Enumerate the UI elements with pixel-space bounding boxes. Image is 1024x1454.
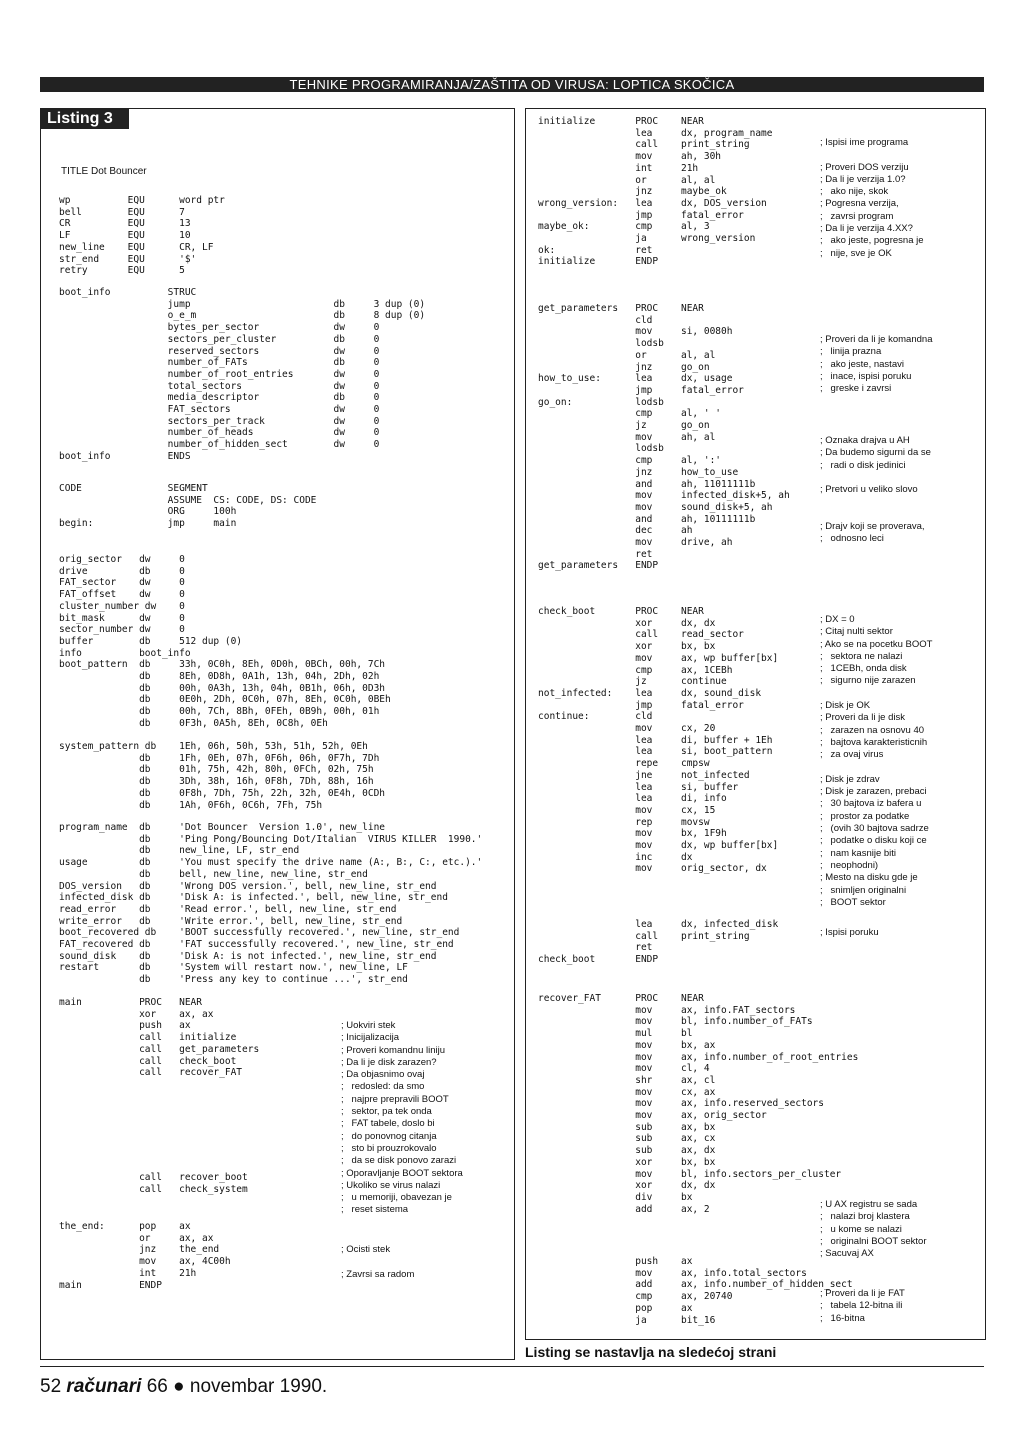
footer-divider	[40, 1366, 984, 1367]
code-segment-header: CODE SEGMENT ASSUME CS: CODE, DS: CODE ORG 100h begin: jmp main	[59, 483, 317, 530]
cluster-comments: ; U AX registru se sada ; nalazi broj klastera ; u kome se nalazi ; originalni BOOT sektor ; Sacuvaj AX	[820, 1199, 927, 1260]
equ-definitions: wp EQU word ptr bell EQU 7 CR EQU 13 LF EQU 10 new_line EQU CR, LF str_end EQU '$' retry EQU 5	[59, 195, 225, 277]
data-declarations: orig_sector dw 0 drive db 0 FAT_sector dw 0 FAT_offset dw 0 cluster_number dw 0 bit_mask dw 0 sector_number dw 0 buffer db 512 dup (0) info boot_info boot_pattern db 33h, 0C0h, 8Eh, 0D0h, 0BCh, 00h, 7Ch db 8Eh, 0D8h, 0A1h, 13h, 04h, 2Dh, 02h db 00h, 0A3h, 13h, 04h, 0B1h, 06h, 0D3h db 0E0h, 2Dh, 0C0h, 07h, 8Eh, 0C0h, 0BEh db 00h, 7Ch, 8Bh, 0FEh, 0B9h, 00h, 01h db 0F3h, 0A5h, 8Eh, 0C8h, 0Eh	[59, 554, 391, 729]
listing-label: Listing 3	[41, 109, 129, 129]
page-folio	[40, 1376, 327, 1398]
the-end-block: the_end: pop ax or ax, ax jnz the_end mov ax, 4C00h int 21h main ENDP	[59, 1221, 231, 1291]
bullet-icon: ●	[173, 1376, 185, 1397]
drive-comments: ; Oznaka drajva u AH ; Da budemo sigurni da se ; radi o disk jedinici ; Pretvori u veliko slovo ; Drajv koji se proverava, ; odnosno leci	[820, 435, 931, 545]
issue-number: 66	[146, 1376, 168, 1397]
system-pattern-data: system_pattern db 1Eh, 06h, 50h, 53h, 51h, 52h, 0Eh db 1Fh, 0Eh, 07h, 0F6h, 06h, 0F7h, 7Dh db 01h, 75h, 42h, 80h, 0FCh, 02h, 75h db 3Dh, 38h, 16h, 0F8h, 7Dh, 88h, 16h db 0F8h, 7Dh, 75h, 22h, 32h, 0E4h, 0CDh db 1Ah, 0F6h, 0C6h, 7Fh, 75h	[59, 741, 386, 811]
check-boot-end: lea dx, infected_disk call print_string ret check_boot ENDP	[538, 919, 779, 966]
main-comments: ; Uokviri stek ; Inicijalizacija ; Proveri komandnu liniju ; Da li je disk zarazen? ; Da objasnimo ovaj ; redosled: da smo ; najpre prepravili BOOT ; sektor, pa tek onda ; FAT tabele, doslo bi ; do ponovnog citanja ; sto bi prouzrokovalo ; da se disk ponovo zarazi ; Oporavljanje BOOT sektora ; Ukoliko se virus nalazi ; u memoriji, obavezan je ; reset sistema	[341, 1020, 463, 1216]
check-boot-proc: check_boot PROC NEAR xor dx, dx call read_sector xor bx, bx mov ax, wp buffer[bx] cmp ax, 1CEBh jz continue not_infected: lea dx, sound_disk jmp fatal_error continue: cld mov cx, 20 lea di, buffer + 1Eh lea si, boot_pattern repe cmpsw jne not_infected lea si, buffer lea di, info mov cx, 15 rep movsw mov bx, 1F9h mov dx, wp buffer[bx] inc dx mov orig_sector, dx	[538, 606, 779, 875]
boot-info-struct: boot_info STRUC jump db 3 dup (0) o_e_m db 8 dup (0) bytes_per_sector dw 0 sectors_per_cluster db 0 reserved_sectors dw 0 number_of_FATs db 0 number_of_root_entries dw 0 total_sectors dw 0 media_descriptor db 0 FAT_sectors dw 0 sectors_per_track dw 0 number_of_heads dw 0 number_of_hidden_sect dw 0 boot_info ENDS	[59, 287, 426, 462]
initialize-comments: ; Ispisi ime programa ; Proveri DOS verziju ; Da li je verzija 1.0? ; ako nije, skok ; Pogresna verzija, ; zavrsi program ; Da li je verzija 4.XX? ; ako jeste, pogresna je ; nije, sve je OK	[820, 137, 924, 259]
main-proc-calls: call recover_boot call check_system	[139, 1172, 248, 1195]
initialize-proc: initialize PROC NEAR lea dx, program_name call print_string mov ah, 30h int 21h or al, al jnz maybe_ok wrong_version: lea dx, DOS_version jmp fatal_error maybe_ok: cmp al, 3 ja wrong_version ok: ret initialize ENDP	[538, 116, 773, 268]
listing-right-column	[525, 108, 986, 1340]
magazine-name: računari	[66, 1376, 142, 1397]
check-boot-comments: ; DX = 0 ; Citaj nulti sektor ; Ako se na pocetku BOOT ; sektora ne nalazi ; 1CEBh, onda disk ; sigurno nije zarazen ; Disk je OK ; Proveri da li je disk ; zarazen na osnovu 40 ; bajtova karakteristicnih ; za ovaj virus ; Disk je zdrav ; Disk je zarazen, prebaci ; 30 bajtova iz bafera u ; prostor za podatke ; (ovih 30 bajtova sadrze ; podatke o disku koji ce ; nam kasnije biti ; neophodni) ; Mesto na disku gde je ; snimljen originalni ; BOOT sektor	[820, 614, 933, 908]
message-strings: program_name db 'Dot Bouncer Version 1.0', new_line db 'Ping Pong/Bouncing Dot/Italian VIRUS KILLER 1990.' db new_line, LF, str_end usage db 'You must specify the drive name (A:, B:, C:, etc.).' db bell, new_line, new_line, str_end DOS_version db 'Wrong DOS version.', bell, new_line, str_end infected_disk db 'Disk A: is infected.', bell, new_line, str_end read_error db 'Read error.', bell, new_line, str_end write_error db 'Write error.', bell, new_line, str_end boot_recovered db 'BOOT successfully recovered.', new_line, str_end FAT_recovered db 'FAT successfully recovered.', new_line, str_end sound_disk db 'Disk A: is not infected.', new_line, str_end restart db 'System will restart now.', new_line, LF db 'Press any key to continue ...', str_end	[59, 822, 483, 986]
exit-comment: ; Zavrsi sa radom	[341, 1269, 415, 1280]
print-comment: ; Ispisi poruku	[820, 927, 879, 938]
fat-type-comments: ; Proveri da li je FAT ; tabela 12-bitna ili ; 16-bitna	[820, 1288, 905, 1324]
main-proc: main PROC NEAR xor ax, ax push ax call initialize call get_parameters call check_boot call recover_FAT	[59, 997, 260, 1079]
stack-comment: ; Ocisti stek	[341, 1244, 391, 1255]
section-banner: TEHNIKE PROGRAMIRANJA/ZAŠTITA OD VIRUSA: LOPTICA SKOČICA	[40, 77, 984, 92]
listing-title-line: TITLE Dot Bouncer	[61, 166, 147, 177]
get-parameters-comments: ; Proveri da li je komandna ; linija prazna ; ako jeste, nastavi ; inace, ispisi poruku ; greske i zavrsi	[820, 334, 933, 395]
listing-left-column	[40, 108, 515, 1360]
issue-date: novembar 1990.	[189, 1376, 328, 1397]
recover-fat-check: push ax mov ax, info.total_sectors add ax, info.number_of_hidden_sect cmp ax, 20740 pop ax ja bit_16	[635, 1256, 853, 1326]
continuation-note: Listing se nastavlja na sledećoj strani	[525, 1344, 777, 1360]
get-parameters-proc: get_parameters PROC NEAR cld mov si, 0080h lodsb or al, al jnz go_on how_to_use: lea dx, usage jmp fatal_error go_on: lodsb cmp al, ' ' jz go_on mov ah, al lodsb cmp al, ':' jnz how_to_use and ah, 11011111b mov infected_disk+5, ah mov sound_disk+5, ah and ah, 10111111b dec ah mov drive, ah ret get_parameters ENDP	[538, 303, 790, 572]
recover-fat-proc: recover_FAT PROC NEAR mov ax, info.FAT_sectors mov bl, info.number_of_FATs mul bl mov bx, ax mov ax, info.number_of_root_entries mov cl, 4 shr ax, cl mov cx, ax mov ax, info.reserved_sectors mov ax, orig_sector sub ax, bx sub ax, cx sub ax, dx xor bx, bx mov bl, info.sectors_per_cluster xor dx, dx div bx add ax, 2	[538, 993, 859, 1215]
page-number: 52	[40, 1376, 62, 1397]
